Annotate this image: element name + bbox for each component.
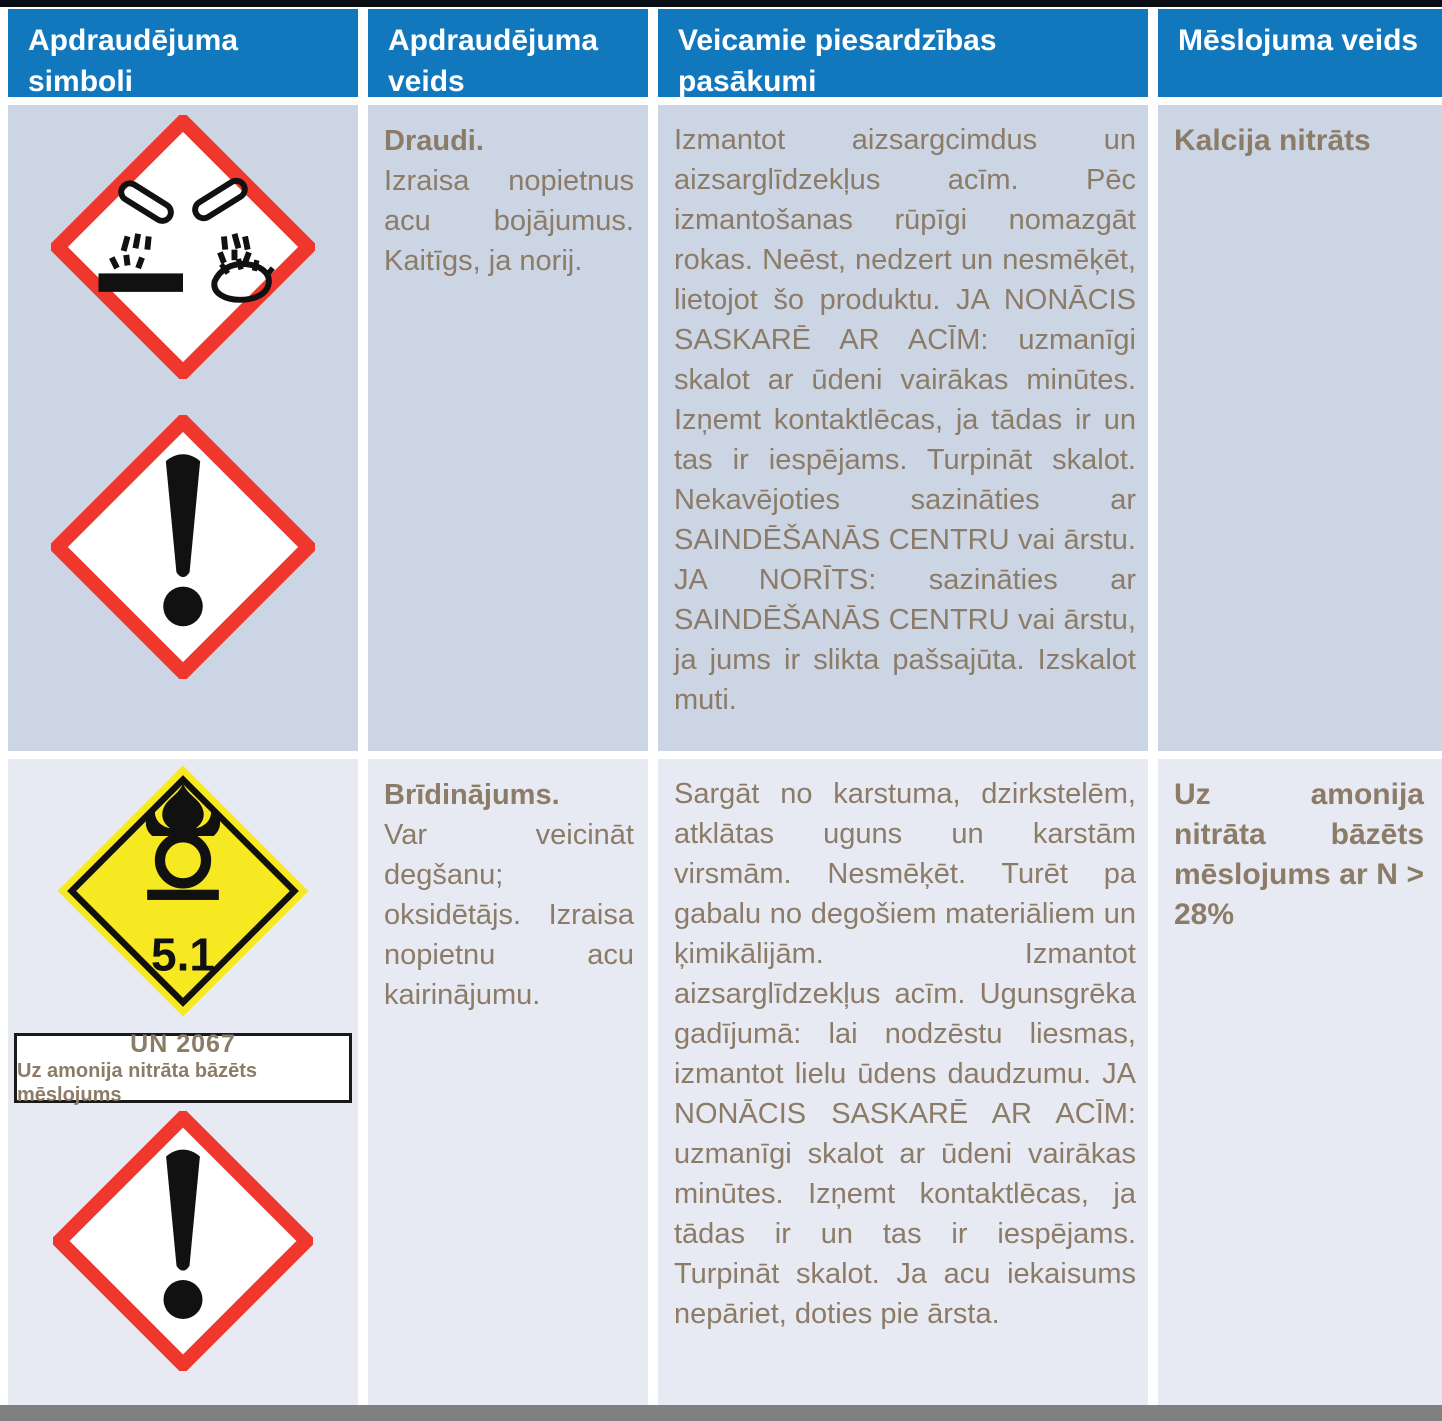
row2-symbols-cell (8, 759, 358, 1405)
ghs07-exclamation-icon (51, 415, 315, 679)
adr-oxidizer-5-1-icon (55, 763, 311, 1019)
top-dark-bar (0, 0, 1442, 7)
row2-fertilizer-type-cell: Uz amonija nitrāta bāzēts mēslojums ar N > 28% (1158, 759, 1442, 1405)
column-header-hazard-type: Apdraudējuma veids (368, 9, 648, 97)
hazard-statements: Izraisa nopietnus acu bojājumus. Kaitīgs, ja norij. (384, 165, 634, 277)
row1-symbols-cell (8, 105, 358, 751)
row1-fertilizer-type-cell: Kalcija nitrāts (1158, 105, 1442, 751)
un-number: UN 2067 (130, 1030, 236, 1058)
row2-precautions-cell: Sargāt no karstuma, dzirkstelēm, atklātas uguns un karstām virsmām. Nesmēķēt. Turēt pa gabalu no degošiem materiāliem un ķimikālijām. Izmantot aizsarglīdzekļus acīm. Ugunsgrēka gadījumā: lai nodzēstu liesmas, izmantot lielu ūdens daudzumu. JA NONĀCIS SASKARĒ AR ACĪM: uzmanīgi skalot ar ūdeni vairākas minūtes. Izņemt kontaktlēcas, ja tādas ir un tas ir iespējams. Turpināt skalot. Ja acu iekaisums nepāriet, doties pie ārsta. (658, 759, 1148, 1405)
ghs07-exclamation-icon (53, 1111, 313, 1371)
un-number-label (14, 1030, 352, 1106)
hazard-statements: Var veicināt degšanu; oksidētājs. Izraisa nopietnu acu kairinājumu. (384, 819, 634, 1011)
column-header-fertilizer-type: Mēslojuma veids (1158, 9, 1442, 97)
hazard-signal-word: Brīdinājums. (384, 779, 560, 811)
bottom-gray-bar (0, 1405, 1442, 1421)
row2-hazard-type-cell (368, 759, 648, 1405)
ghs05-corrosion-icon (51, 115, 315, 379)
hazard-signal-word: Draudi. (384, 125, 484, 157)
oxidizer-class-number: 5.1 (150, 928, 216, 981)
column-header-precautions: Veicamie piesardzības pasākumi (658, 9, 1148, 97)
row1-precautions-cell: Izmantot aizsargcimdus un aizsarglīdzekļus acīm. Pēc izmantošanas rūpīgi nomazgāt rokas. Neēst, nedzert un nesmēķēt, lietojot šo produktu. JA NONĀCIS SASKARĒ AR ACĪM: uzmanīgi skalot ar ūdeni vairākas minūtes. Izņemt kontaktlēcas, ja tādas ir un tas ir iespējams. Turpināt skalot. Nekavējoties sazināties ar SAINDĒŠANĀS CENTRU vai ārstu. JA NORĪTS: sazināties ar SAINDĒŠANĀS CENTRU vai ārstu, ja jums ir slikta pašsajūta. Izskalot muti. (658, 105, 1148, 751)
row1-hazard-type-cell (368, 105, 648, 751)
column-header-hazard-symbols: Apdraudējuma simboli (8, 9, 358, 97)
hazard-table (0, 9, 1442, 1405)
un-substance-name: Uz amonija nitrāta bāzēts mēslojums (17, 1060, 258, 1106)
